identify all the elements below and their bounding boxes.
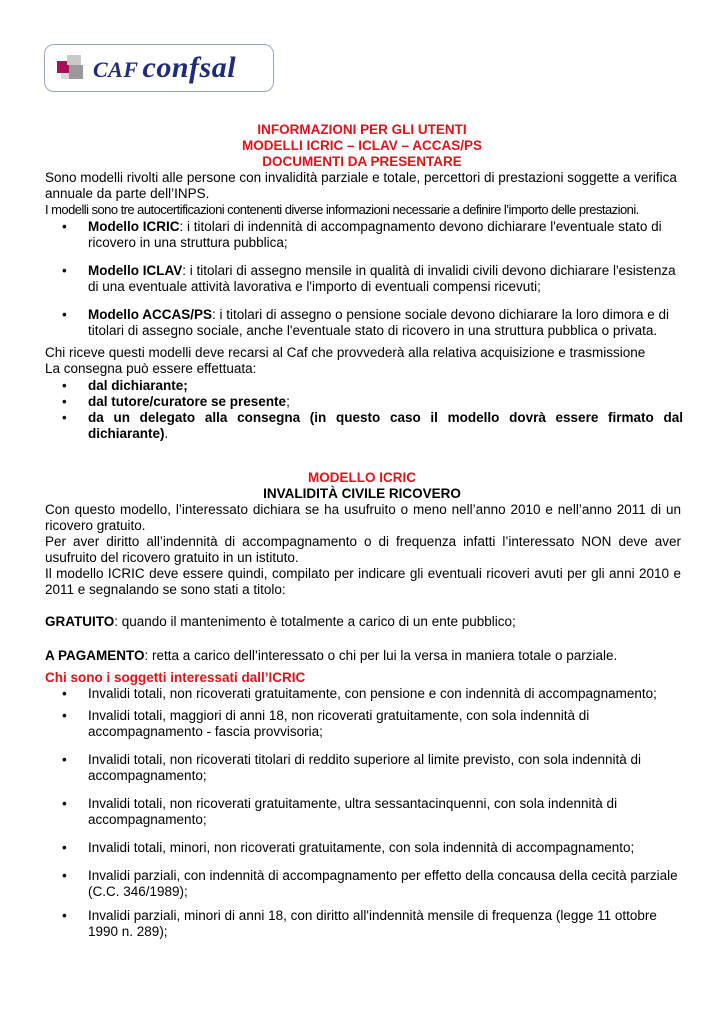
intro-line-1: Sono modelli rivolti alle persone con invalidità parziale e totale, percettori di prestazioni soggette a verifica — [45, 170, 677, 185]
model-iclav-item: Modello ICLAV: i titolari di assegno mensile in qualità di invalidi civili devono dichiarare l'esistenza di una eventuale attività lavorativa e l'importo di eventuali compensi ricevuti; — [88, 263, 676, 294]
icric-subtitle: INVALIDITÀ CIVILE RICOVERO — [263, 486, 461, 501]
pagamento-line: A PAGAMENTO: retta a carico dell’interessato o chi per lui la versa in maniera totale o parziale. — [45, 648, 618, 663]
bullet-icon: • — [62, 908, 67, 923]
icric-title: MODELLO ICRIC — [308, 470, 416, 485]
model-icric-item: Modello ICRIC: i titolari di indennità di accompagnamento devono dichiarare l'eventuale stato di ricovero in una struttura pubblica; — [88, 219, 662, 250]
bullet-icon: • — [62, 219, 67, 234]
bullet-icon: • — [62, 307, 67, 322]
who-title: Chi sono i soggetti interessati dall’ICRIC — [45, 670, 306, 685]
header-line-1: INFORMAZIONI PER GLI UTENTI — [257, 122, 467, 137]
subject-item: Invalidi totali, non ricoverati gratuitamente, con pensione e con indennità di accompagnamento; — [88, 686, 657, 701]
bullet-icon: • — [62, 394, 67, 409]
delivery-item-1: dal dichiarante; — [88, 378, 188, 393]
intro-line-2: annuale da parte dell’INPS. — [45, 186, 210, 201]
subject-item: Invalidi parziali, minori di anni 18, con diritto all'indennità mensile di frequenza (legge 11 ottobre 1990 n. 289); — [88, 908, 657, 939]
delivery-item-2: dal tutore/curatore se presente; — [88, 394, 290, 409]
delivery-item-3: da un delegato alla consegna (in questo caso il modello dovrà essere firmato dal dichiarante). — [88, 410, 683, 441]
bullet-icon: • — [62, 708, 67, 723]
subject-item: Invalidi parziali, con indennità di accompagnamento per effetto della concausa della cecità parziale (C.C. 346/1989); — [88, 868, 678, 899]
subject-item: Invalidi totali, non ricoverati gratuitamente, ultra sessantacinquenni, con sola indennità di accompagnamento; — [88, 796, 618, 827]
subject-item: Invalidi totali, minori, non ricoverati gratuitamente, con sola indennità di accompagnamento; — [88, 840, 635, 855]
bullet-icon: • — [62, 868, 67, 883]
header-line-2: MODELLI ICRIC – ICLAV – ACCAS/PS — [241, 138, 483, 153]
gratuito-line: GRATUITO: quando il mantenimento è totalmente a carico di un ente pubblico; — [45, 614, 516, 629]
model-accas-item: Modello ACCAS/PS: i titolari di assegno o pensione sociale devono dichiarare la loro dimora e di titolari di assegno sociale, anche l'eventuale stato di ricovero in una struttura pubblica o privata. — [88, 307, 670, 338]
delivery-line-1: Chi riceve questi modelli deve recarsi al Caf che provvederà alla relativa acquisizione e trasmissione — [45, 345, 646, 360]
icric-p2: Per aver diritto all’indennità di accompagnamento o di frequenza infatti l’interessato NON deve aver usufruito del ricovero gratuito in un istituto. — [45, 534, 681, 565]
logo-mark-icon — [57, 55, 87, 81]
subject-item: Invalidi totali, maggiori di anni 18, non ricoverati gratuitamente, con sola indennità di accompagnamento - fascia provvisoria; — [88, 708, 590, 739]
bullet-icon: • — [62, 686, 67, 701]
intro-line-3: I modelli sono tre autocertificazioni contenenti diverse informazioni necessarie a definire l’importo delle prestazioni. — [45, 202, 639, 217]
icric-p3: Il modello ICRIC deve essere quindi, compilato per indicare gli eventuali ricoveri avuti per gli anni 2010 e 2011 e segnalando se sono stati a titolo: — [45, 566, 681, 597]
bullet-icon: • — [62, 410, 67, 425]
caf-confsal-logo — [44, 44, 274, 92]
logo-text: CAF confsal — [93, 51, 237, 84]
icric-p1: Con questo modello, l’interessato dichiara se ha usufruito o meno nell’anno 2010 e nell’anno 2011 di un ricovero gratuito. — [45, 502, 681, 533]
delivery-line-2: La consegna può essere effettuata: — [45, 361, 257, 376]
header-line-3: DOCUMENTI DA PRESENTARE — [262, 154, 462, 169]
bullet-icon: • — [62, 840, 67, 855]
bullet-icon: • — [62, 378, 67, 393]
bullet-icon: • — [62, 752, 67, 767]
bullet-icon: • — [62, 263, 67, 278]
subject-item: Invalidi totali, non ricoverati titolari di reddito superiore al limite previsto, con sola indennità di accompagnamento; — [88, 752, 642, 783]
bullet-icon: • — [62, 796, 67, 811]
